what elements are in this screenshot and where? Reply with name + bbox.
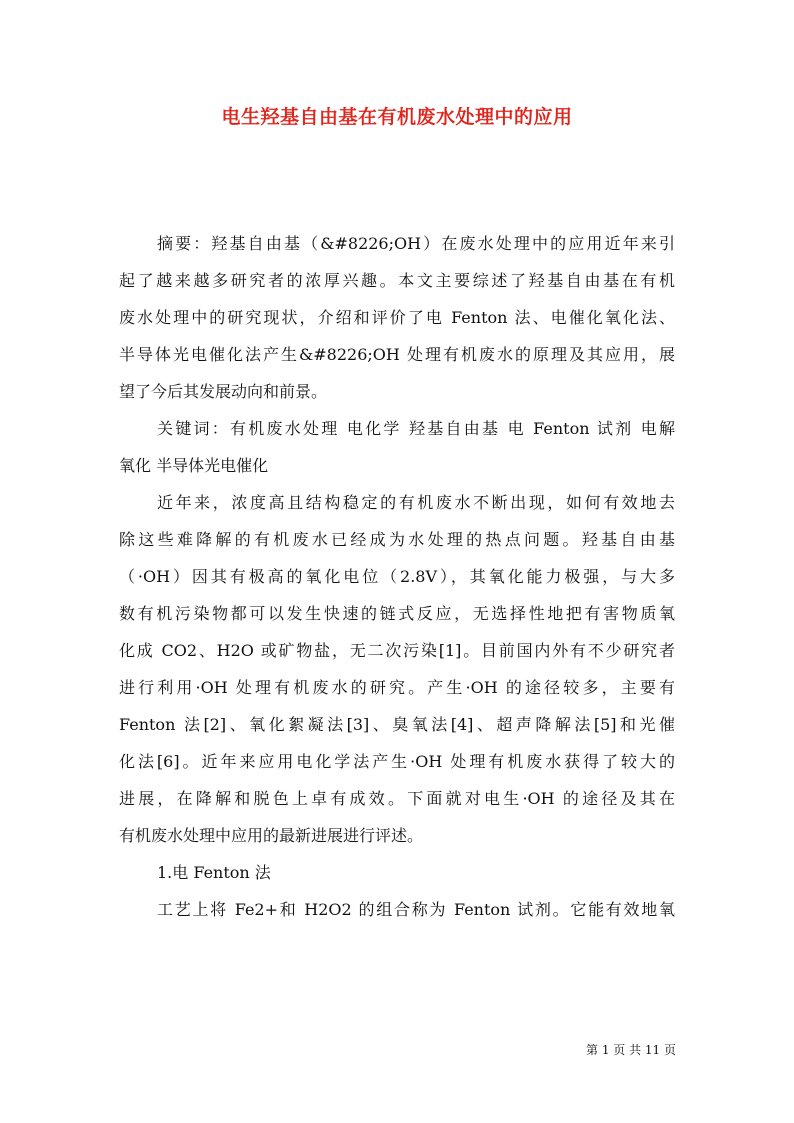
intro-line: 进行利用·OH 处理有机废水的研究。产生·OH 的途径较多，主要有 <box>119 678 675 697</box>
intro-line: 有机废水处理中应用的最新进展进行评述。 <box>119 826 424 845</box>
intro-line: 进展，在降解和脱色上卓有成效。下面就对电生·OH 的途径及其在 <box>119 789 675 808</box>
section-heading: 1.电 Fenton 法 <box>157 863 271 882</box>
page-number-footer: 第 1 页 共 11 页 <box>586 1043 676 1057</box>
section1-line: 工艺上将 Fe2+和 H2O2 的组合称为 Fenton 试剂。它能有效地氧 <box>157 900 675 919</box>
intro-line: 化成 CO2、H2O 或矿物盐，无二次污染[1]。目前国内外有不少研究者 <box>119 641 675 660</box>
abstract-line: 望了今后其发展动向和前景。 <box>119 382 328 401</box>
intro-line: Fenton 法[2]、氧化絮凝法[3]、臭氧法[4]、超声降解法[5]和光催 <box>119 715 675 734</box>
document-body <box>119 225 675 928</box>
intro-line: 数有机污染物都可以发生快速的链式反应，无选择性地把有害物质氧 <box>119 604 675 623</box>
abstract-line: 半导体光电催化法产生&#8226;OH 处理有机废水的原理及其应用，展 <box>119 345 675 364</box>
intro-line: （·OH）因其有极高的氧化电位（2.8V），其氧化能力极强，与大多 <box>119 567 675 586</box>
document-title: 电生羟基自由基在有机废水处理中的应用 <box>221 106 573 128</box>
abstract-line: 废水处理中的研究现状，介绍和评价了电 Fenton 法、电催化氧化法、 <box>119 308 675 327</box>
keywords-line: 关键词：有机废水处理 电化学 羟基自由基 电 Fenton 试剂 电解 <box>157 419 675 438</box>
intro-line: 化法[6]。近年来应用电化学法产生·OH 处理有机废水获得了较大的 <box>119 752 675 771</box>
keywords-line: 氧化 半导体光电催化 <box>119 456 269 475</box>
abstract-line: 摘要：羟基自由基（&#8226;OH）在废水处理中的应用近年来引 <box>157 234 675 253</box>
intro-line: 近年来，浓度高且结构稳定的有机废水不断出现，如何有效地去 <box>157 493 675 512</box>
intro-line: 除这些难降解的有机废水已经成为水处理的热点问题。羟基自由基 <box>119 530 675 549</box>
abstract-line: 起了越来越多研究者的浓厚兴趣。本文主要综述了羟基自由基在有机 <box>119 271 675 290</box>
